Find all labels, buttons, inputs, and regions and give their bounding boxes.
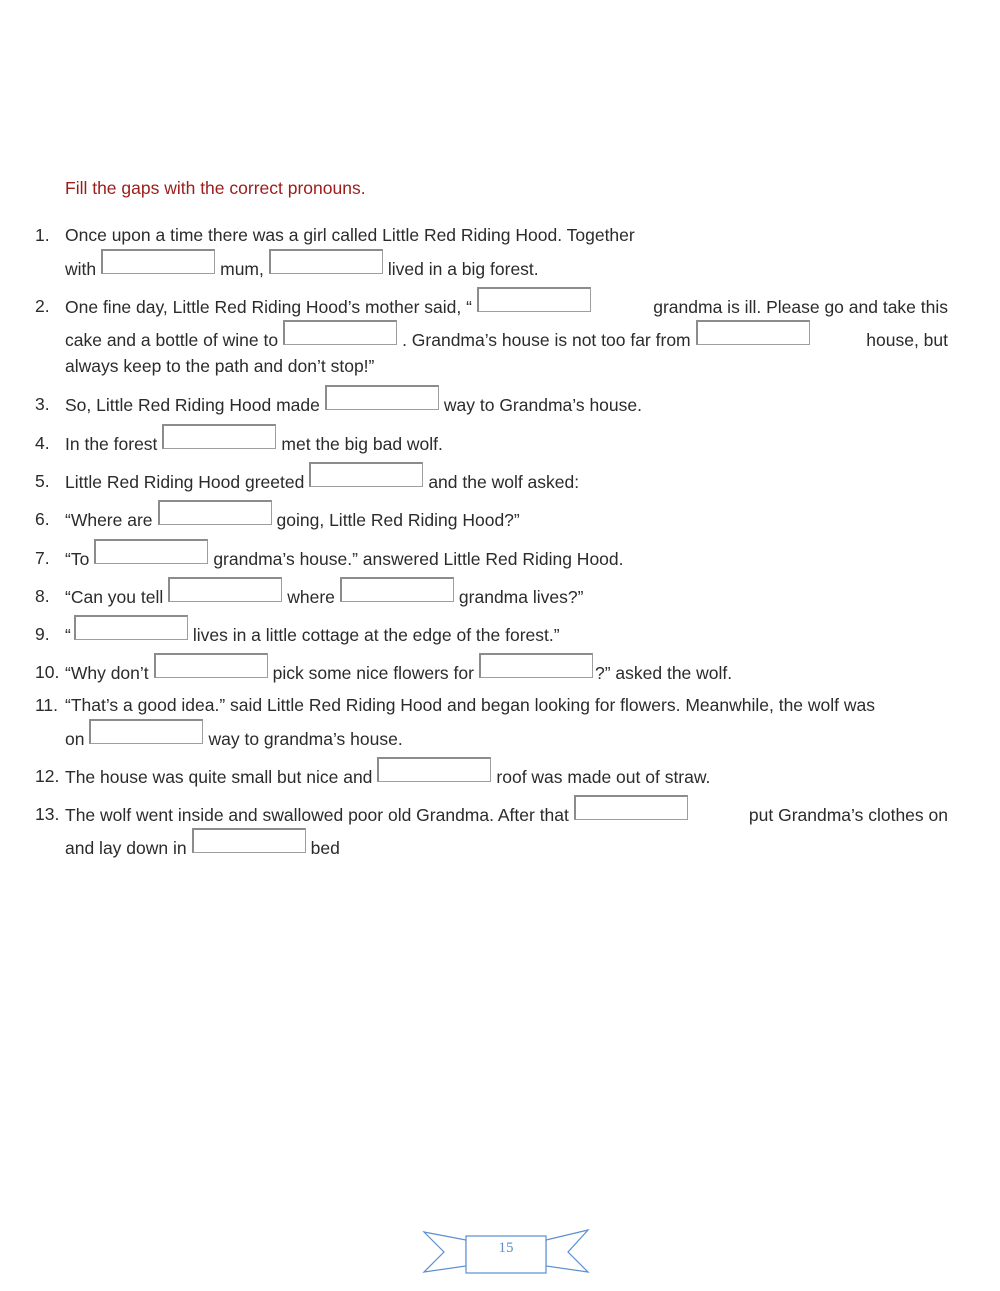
item-1-line-1 — [65, 224, 948, 246]
item-9-line — [65, 623, 948, 648]
item-6-line — [65, 508, 948, 533]
item-text: grandma lives?” — [458, 586, 584, 607]
item-text: lives in a little cottage at the edge of the forest.” — [192, 624, 560, 645]
item-13-line-1 — [65, 803, 948, 828]
answer-input[interactable] — [574, 795, 688, 820]
item-text: and lay down in — [65, 837, 187, 858]
item-number: 7. — [35, 548, 50, 568]
answer-input[interactable] — [325, 385, 439, 410]
item-number: 4. — [35, 433, 50, 453]
item-2-line-3 — [65, 355, 948, 377]
item-text: “To — [65, 548, 90, 569]
item-text: “Where are — [65, 509, 153, 530]
item-2-left — [65, 295, 596, 320]
item-13-left — [65, 803, 693, 828]
answer-input[interactable] — [74, 615, 188, 640]
answer-input[interactable] — [309, 462, 423, 487]
item-text: grandma is ill. Please go and take this — [653, 296, 948, 317]
item-number: 1. — [35, 225, 50, 245]
item-1-line-2 — [65, 257, 948, 282]
item-number: 6. — [35, 509, 50, 529]
item-text: and the wolf asked: — [428, 471, 580, 492]
item-text: So, Little Red Riding Hood made — [65, 394, 320, 415]
item-number: 12. — [35, 766, 60, 786]
item-text: mum, — [220, 258, 264, 279]
item-text: “ — [65, 624, 71, 645]
item-number: 3. — [35, 394, 50, 414]
item-4-line — [65, 432, 948, 457]
item-text: Little Red Riding Hood greeted — [65, 471, 305, 492]
item-8-line — [65, 585, 948, 610]
item-11-line-2 — [65, 727, 948, 752]
item-text: lived in a big forest. — [387, 258, 539, 279]
item-text: “That’s a good idea.” said Little Red Riding Hood and began looking for flowers. Meanwhile, the wolf was — [65, 695, 875, 715]
instruction-heading: Fill the gaps with the correct pronouns. — [65, 178, 366, 198]
item-number: 13. — [35, 804, 60, 824]
item-text: One fine day, Little Red Riding Hood’s mother said, “ — [65, 296, 472, 317]
page-number: 15 — [498, 1240, 514, 1256]
answer-input[interactable] — [154, 653, 268, 678]
item-text: put Grandma’s clothes on — [748, 804, 948, 825]
item-text: house, but — [866, 329, 948, 350]
item-2-mid — [65, 328, 815, 353]
item-text: way to Grandma’s house. — [443, 394, 642, 415]
item-text: with — [65, 258, 97, 279]
answer-input[interactable] — [283, 320, 397, 345]
item-text: Once upon a time there was a girl called Little Red Riding Hood. Together — [65, 225, 635, 245]
item-11-line-1 — [65, 694, 948, 716]
answer-input[interactable] — [192, 828, 306, 853]
item-10-line — [65, 661, 948, 686]
item-text: roof was made out of straw. — [496, 766, 711, 787]
item-text: The house was quite small but nice and — [65, 766, 373, 787]
item-7-line — [65, 547, 948, 572]
item-text: met the big bad wolf. — [281, 433, 443, 454]
item-5-line — [65, 470, 948, 495]
item-13-line-2 — [65, 836, 948, 861]
item-text: In the forest — [65, 433, 158, 454]
answer-input[interactable] — [340, 577, 454, 602]
answer-input[interactable] — [477, 287, 591, 312]
item-number: 8. — [35, 586, 50, 606]
item-number: 9. — [35, 624, 50, 644]
item-2-line-2 — [65, 328, 948, 353]
item-text: way to grandma’s house. — [208, 728, 403, 749]
answer-input[interactable] — [162, 424, 276, 449]
item-2-line-1 — [65, 295, 948, 320]
answer-input[interactable] — [101, 249, 215, 274]
item-12-line — [65, 765, 948, 790]
item-number: 2. — [35, 296, 50, 316]
answer-input[interactable] — [158, 500, 272, 525]
item-text: cake and a bottle of wine to — [65, 329, 279, 350]
item-text: on — [65, 728, 85, 749]
item-text: bed — [310, 837, 340, 858]
answer-input[interactable] — [168, 577, 282, 602]
item-3-line — [65, 393, 948, 418]
item-text: . Grandma’s house is not too far from — [402, 329, 691, 350]
item-text: pick some nice flowers for — [272, 662, 474, 683]
item-text: “Why don’t — [65, 662, 149, 683]
item-text: where — [287, 586, 335, 607]
answer-input[interactable] — [377, 757, 491, 782]
item-text: always keep to the path and don’t stop!” — [65, 356, 375, 376]
answer-input[interactable] — [269, 249, 383, 274]
answer-input[interactable] — [94, 539, 208, 564]
item-text: “Can you tell — [65, 586, 164, 607]
answer-input[interactable] — [479, 653, 593, 678]
item-number: 10. — [35, 662, 60, 682]
item-number: 11. — [35, 695, 59, 715]
answer-input[interactable] — [696, 320, 810, 345]
item-text: going, Little Red Riding Hood?” — [276, 509, 520, 530]
answer-input[interactable] — [89, 719, 203, 744]
item-text: grandma’s house.” answered Little Red Riding Hood. — [213, 548, 624, 569]
item-text: The wolf went inside and swallowed poor old Grandma. After that — [65, 804, 569, 825]
item-text: ?” asked the wolf. — [594, 662, 733, 683]
item-number: 5. — [35, 471, 50, 491]
